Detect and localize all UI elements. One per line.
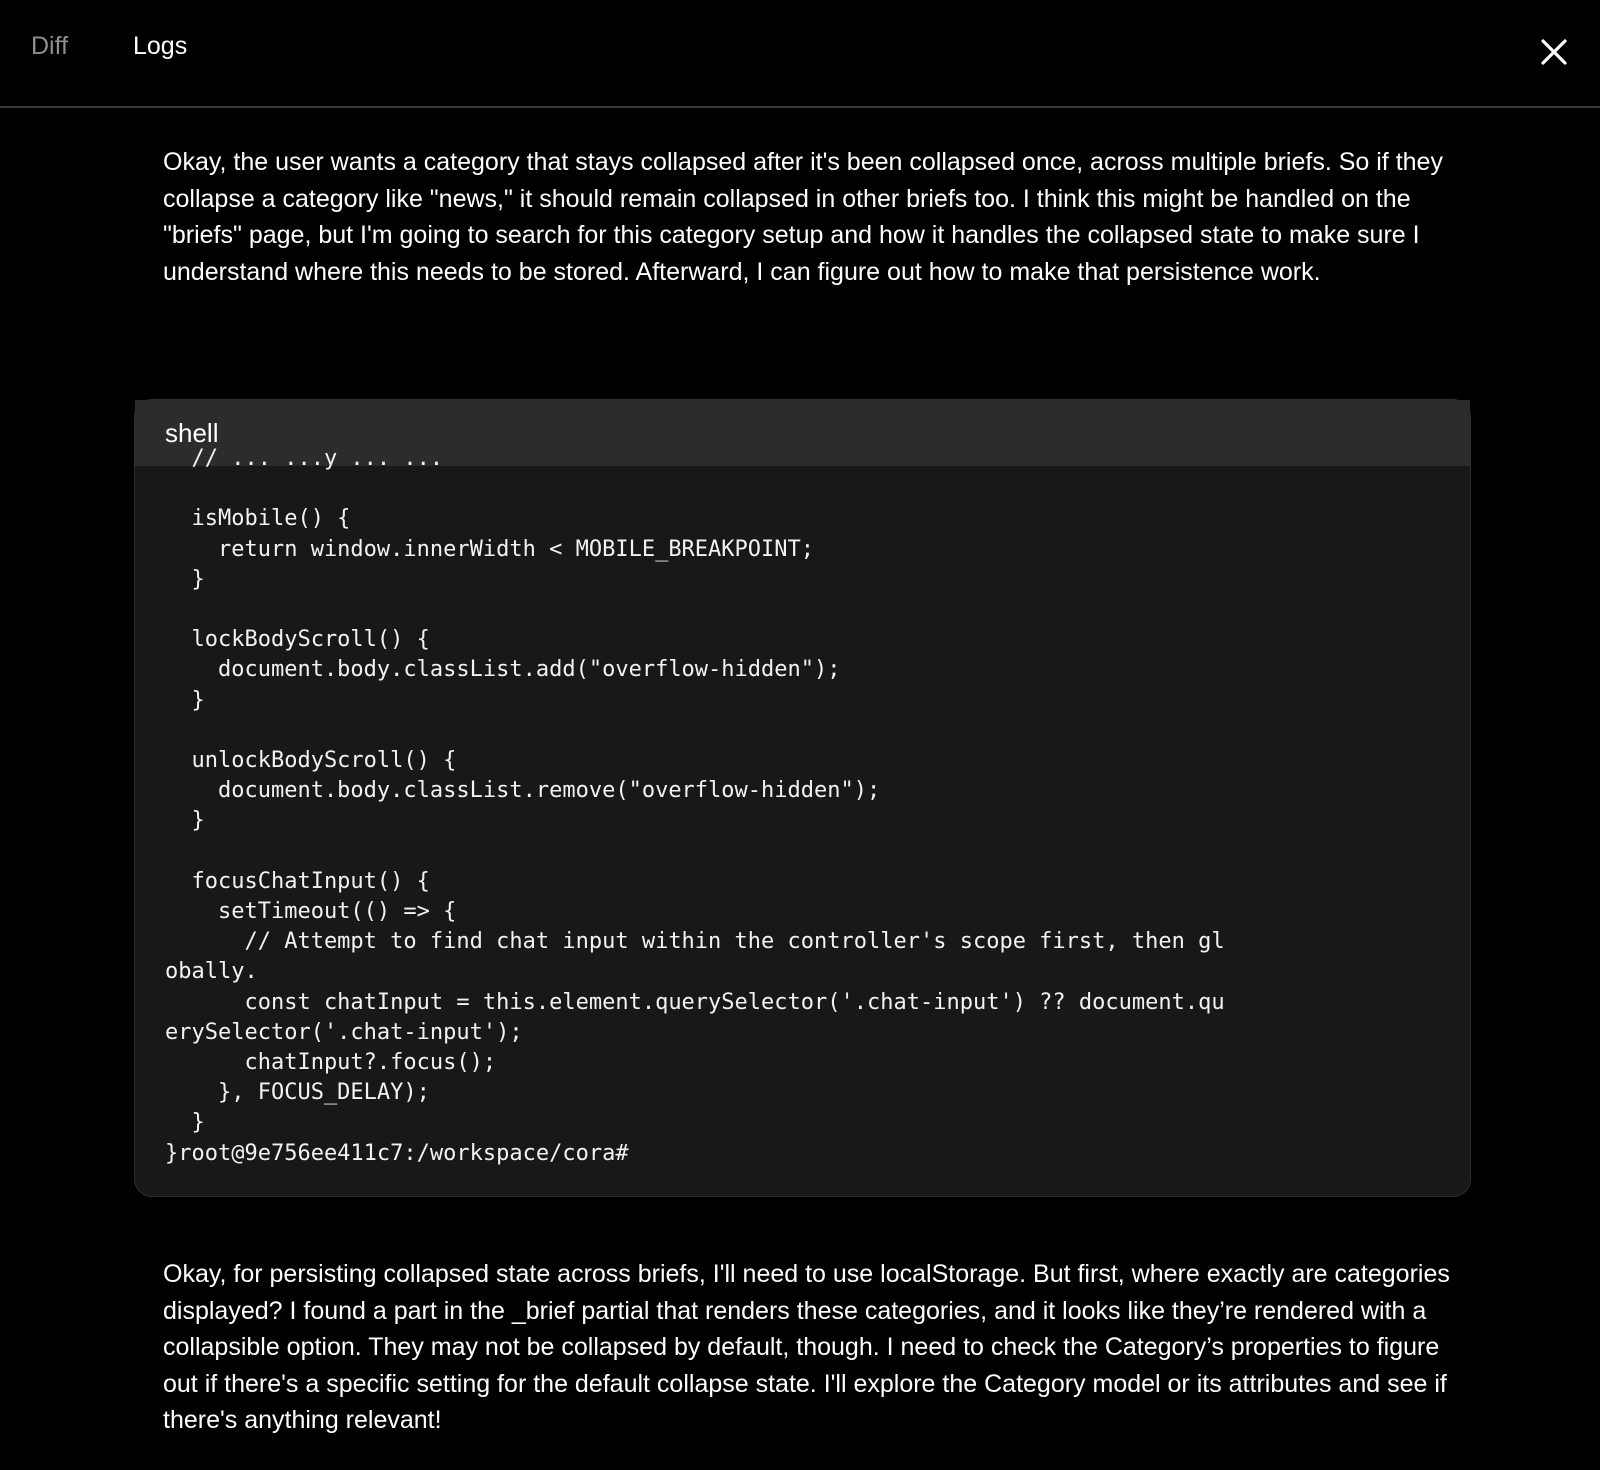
shell-title: shell xyxy=(165,418,219,448)
tab-logs[interactable]: Logs xyxy=(133,32,188,60)
close-icon[interactable] xyxy=(1538,36,1570,68)
shell-output-card xyxy=(134,399,1471,1197)
log-paragraph: Okay, for persisting collapsed state across briefs, I'll need to use localStorage. But first, where exactly are categories displayed? I found a part in the _brief partial that renders these categories, and it looks like they’re rendered with a collapsible option. They may not be collapsed by default, though. I need to check the Category’s properties to figure out if there's a specific setting for the default collapse state. I'll explore the Category model or its attributes and see if there's anything relevant! xyxy=(163,1260,1450,1434)
log-paragraph: Okay, the user wants a category that stays collapsed after it's been collapsed once, across multiple briefs. So if they collapse a category like "news," it should remain collapsed in other briefs too. I think this might be handled on the "briefs" page, but I'm going to search for this category setup and how it handles the collapsed state to make sure I understand where this needs to be stored. Afterward, I can figure out how to make that persistence work. xyxy=(163,148,1443,286)
top-bar xyxy=(0,0,1600,108)
tab-diff[interactable]: Diff xyxy=(31,32,69,60)
shell-body[interactable] xyxy=(135,446,1470,1196)
shell-output-text: // ... ...y ... ... isMobile() { return window.innerWidth < MOBILE_BREAKPOINT; } lockBodyScroll() { document.body.classList.add("overflow-hidden"); } unlockBodyScroll() { document.body.classList.remove("overflow-hidden"); } focusChatInput() { setTimeout(() => { // Attempt to find chat input within the controller's scope first, then gl obally. const chatInput = this.element.querySelector('.chat-input') ?? document.qu erySelector('.chat-input'); chatInput?.focus(); }, FOCUS_DELAY); } }root@9e756ee411c7:/workspace/cora# xyxy=(165,446,1225,1166)
